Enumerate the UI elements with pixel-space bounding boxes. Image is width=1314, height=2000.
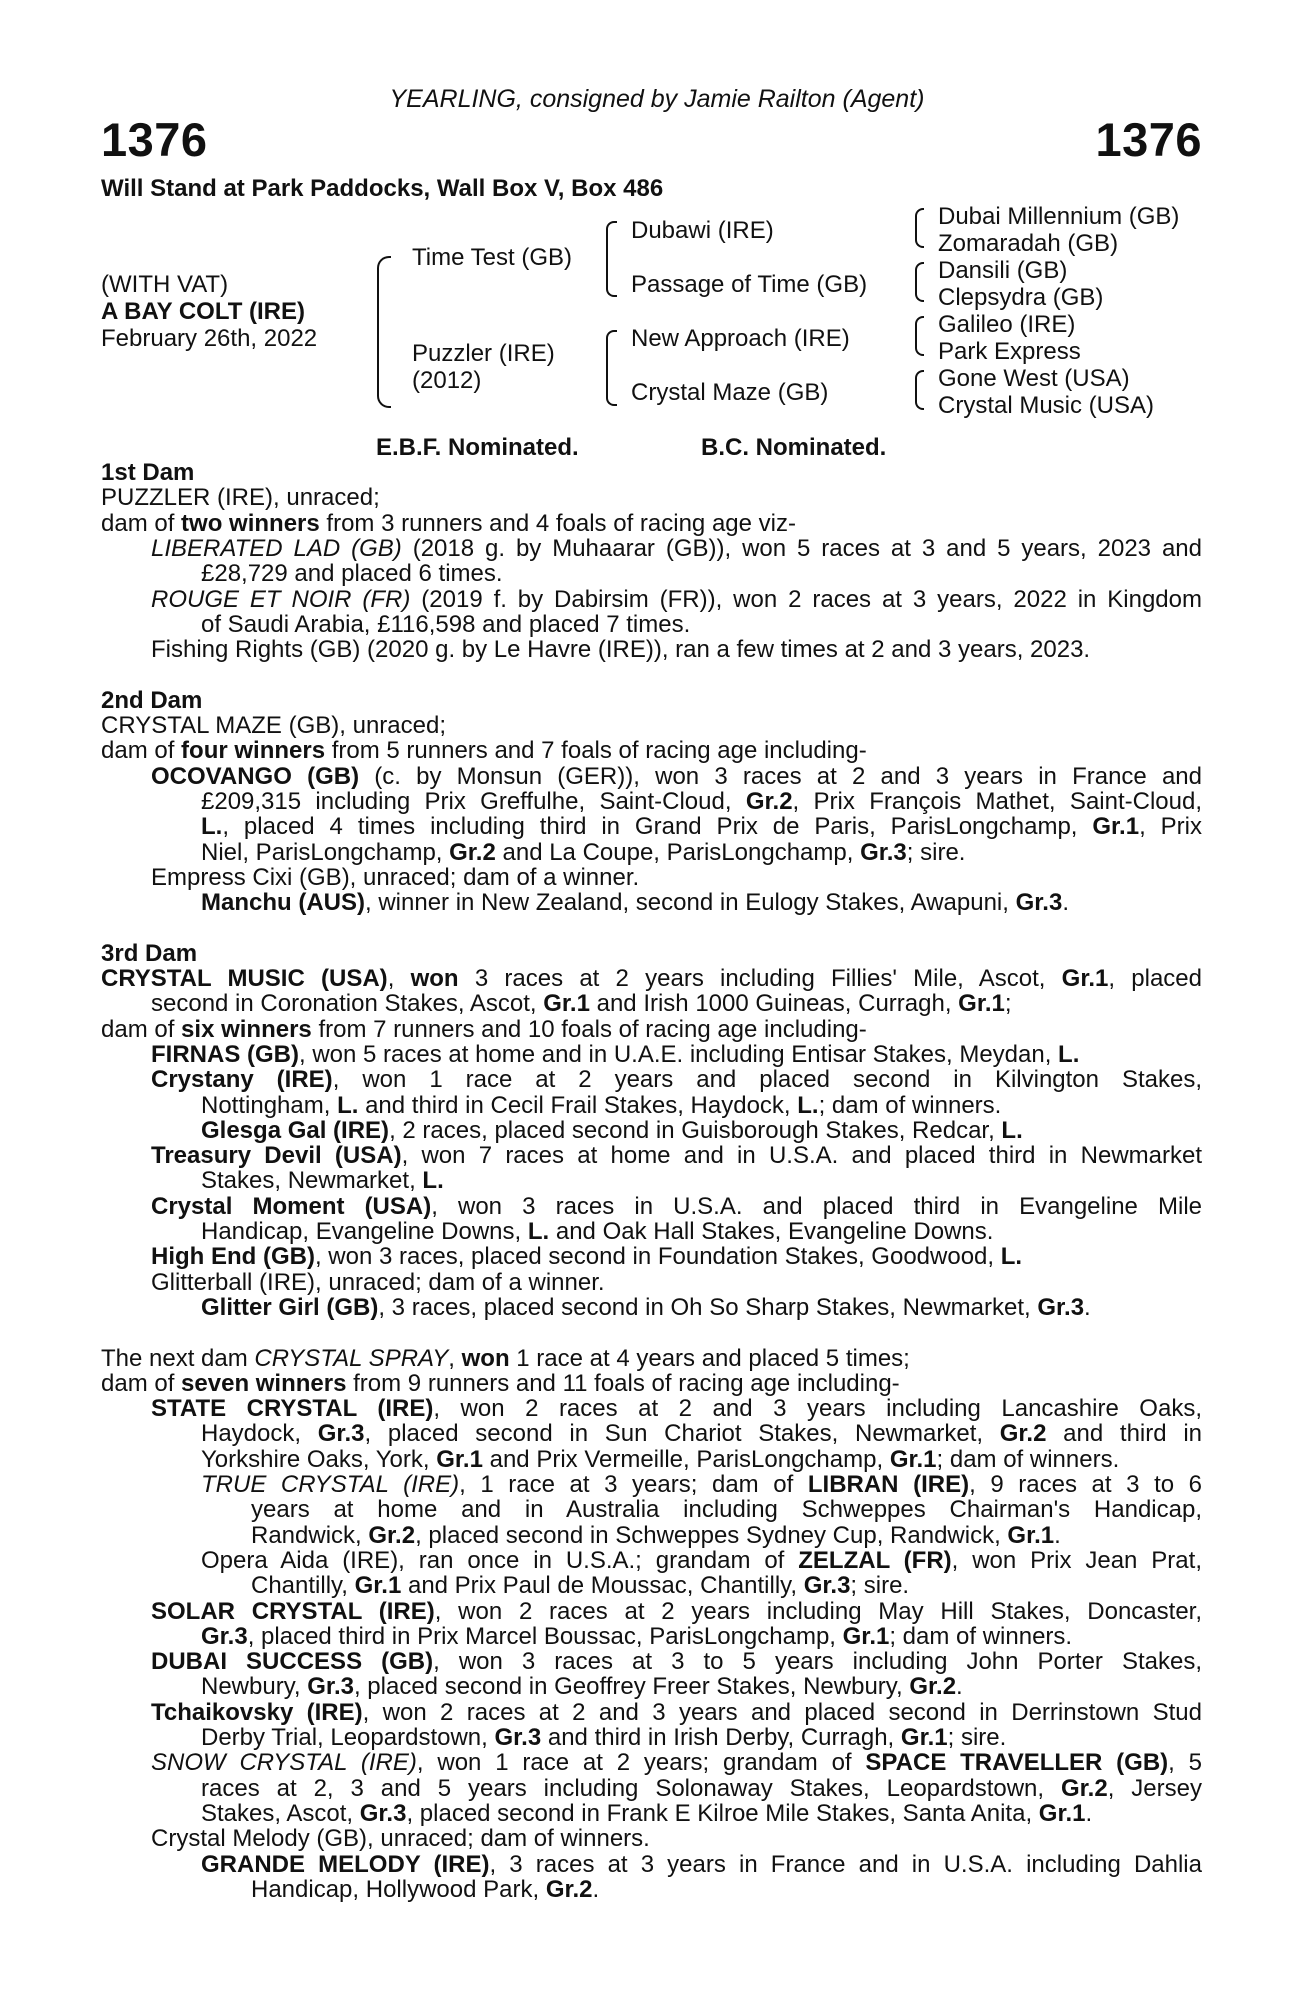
text-line	[151, 1826, 650, 1852]
ggp-3: Dansili (GB)	[938, 257, 1068, 284]
text-run: four winners	[181, 737, 326, 765]
text-run: 3 races at 2 years including Fillies' Mile, Ascot,	[458, 965, 1062, 992]
text-run: STATE CRYSTAL (IRE)	[151, 1395, 434, 1423]
text-line	[151, 1396, 1202, 1422]
text-line	[151, 1067, 1202, 1093]
text-run: Gr.1	[900, 1724, 948, 1751]
pedigree-brace-2b	[606, 330, 617, 406]
text-run: , won 2 races at 2 and 3 years including Lancashire Oaks,	[433, 1395, 1202, 1423]
text-run: L.	[527, 1218, 550, 1245]
text-run: , Prix	[1139, 813, 1202, 841]
text-run: Gr.1	[1061, 965, 1109, 992]
consignment-line: YEARLING, consigned by Jamie Railton (Agent)	[389, 85, 925, 113]
text-line	[201, 1852, 1202, 1878]
text-run: , won 2 races at 2 years including May Hill Stakes, Doncaster,	[434, 1597, 1202, 1625]
text-line	[201, 789, 1202, 815]
text-run: Gr.2	[449, 838, 496, 866]
lot-number-left: 1376	[101, 113, 208, 166]
text-run: PUZZLER (IRE), unraced;	[101, 484, 380, 512]
pedigree-brace-3a	[915, 208, 924, 248]
text-run: Gr.3	[359, 1799, 407, 1827]
text-run: L.	[422, 1167, 444, 1195]
text-run: Tchaikovsky (IRE)	[151, 1698, 363, 1726]
text-line	[101, 1371, 900, 1397]
text-run: Glitterball (IRE), unraced; dam of a winner.	[151, 1268, 605, 1296]
text-run: Gr.2	[545, 1875, 593, 1903]
text-run: Crystany (IRE)	[151, 1066, 333, 1094]
text-line	[151, 991, 1012, 1017]
text-run: L.	[1001, 1116, 1023, 1144]
text-run: Gr.3	[494, 1724, 542, 1751]
text-line	[151, 1750, 1202, 1776]
text-line	[151, 587, 1202, 613]
text-run: Yorkshire Oaks, York,	[201, 1445, 437, 1473]
bc-nominated: B.C. Nominated.	[701, 434, 887, 461]
text-run: Empress Cixi (GB), unraced; dam of a winner.	[151, 863, 640, 891]
text-run: won	[461, 1344, 510, 1372]
text-run: and Irish 1000 Guineas, Curragh,	[589, 990, 959, 1018]
text-run: .	[1085, 1799, 1093, 1827]
text-run: Stakes, Newmarket,	[201, 1167, 423, 1195]
pedigree-brace-3c	[915, 316, 924, 356]
text-run: Gr.2	[999, 1420, 1047, 1448]
text-run: ZELZAL (FR)	[798, 1546, 952, 1574]
vat-note: (WITH VAT)	[101, 271, 229, 298]
text-run: dam of	[101, 509, 182, 537]
text-run: won	[410, 965, 459, 992]
text-run: Gr.1	[436, 1445, 483, 1473]
text-run: The next dam	[101, 1344, 255, 1372]
text-line	[151, 1599, 1202, 1625]
text-run: LIBRAN (IRE)	[807, 1471, 970, 1498]
text-run: ; sire.	[850, 1572, 910, 1600]
text-run: .	[1054, 1521, 1061, 1549]
text-run: 3rd Dam	[101, 939, 198, 967]
foaling-date: February 26th, 2022	[101, 325, 318, 352]
text-line	[201, 1168, 444, 1194]
dam-dam: Crystal Maze (GB)	[631, 379, 829, 406]
text-run: L.	[1000, 1243, 1023, 1271]
text-run: Manchu (AUS)	[201, 889, 365, 917]
text-line	[151, 536, 1202, 562]
text-line	[201, 1093, 1001, 1119]
horse-name: A BAY COLT (IRE)	[101, 298, 306, 325]
text-run: , 9 races at 3 to 6	[969, 1471, 1203, 1498]
text-run: ; dam of winners.	[818, 1091, 1002, 1119]
text-run: Haydock,	[201, 1420, 318, 1448]
text-line	[201, 1801, 1092, 1827]
text-run: SPACE TRAVELLER (GB)	[865, 1749, 1169, 1777]
text-run: Fishing Rights (GB) (2020 g. by Le Havre (IRE)), ran a few times at 2 and 3 years, 2023.	[151, 636, 1091, 664]
text-line	[151, 865, 639, 891]
text-run: Chantilly,	[251, 1572, 355, 1600]
text-run: dam of	[101, 1369, 182, 1397]
ebf-nominated: E.B.F. Nominated.	[376, 434, 579, 461]
text-run: (2018 g. by Muhaarar (GB)), won 5 races at 3 and 5 years, 2023 and	[401, 534, 1202, 562]
text-line	[151, 1244, 1022, 1270]
text-run: .	[1084, 1293, 1091, 1321]
text-run: .	[1062, 889, 1069, 917]
text-run: Gr.3	[201, 1622, 248, 1650]
text-run: Gr.2	[745, 787, 793, 815]
text-line	[101, 713, 446, 739]
text-line	[201, 612, 690, 638]
text-line	[201, 561, 503, 587]
text-run: Gr.3	[1015, 889, 1063, 917]
text-run: , 3 races at 3 years in France and in U.S.A. including Dahlia	[489, 1850, 1202, 1878]
text-run: , won 2 races at 2 and 3 years and placed second in Derrinstown Stud	[362, 1698, 1202, 1726]
text-run: .	[956, 1673, 963, 1701]
sire-sire: Dubawi (IRE)	[631, 217, 774, 244]
text-line	[101, 511, 796, 537]
text-run: Handicap, Hollywood Park,	[251, 1875, 546, 1903]
text-run: and third in Cecil Frail Stakes, Haydock,	[358, 1091, 798, 1119]
ggp-4: Clepsydra (GB)	[938, 284, 1104, 311]
sire-name: Time Test (GB)	[412, 244, 573, 271]
text-line	[201, 1295, 1091, 1321]
text-run: dam of	[101, 1015, 182, 1043]
lot-number-right: 1376	[1095, 113, 1202, 166]
pedigree-brace-1	[377, 256, 391, 408]
text-line	[201, 1725, 1006, 1751]
text-run: High End (GB)	[151, 1243, 315, 1271]
text-line	[251, 1523, 1061, 1549]
text-run: Handicap, Evangeline Downs,	[201, 1218, 528, 1245]
text-line	[151, 1270, 605, 1296]
text-run: , placed 4 times including third in Grand Prix de Paris, ParisLongchamp,	[222, 813, 1093, 841]
text-run: races at 2, 3 and 5 years including Solonaway Stakes, Leopardstown,	[201, 1774, 1061, 1802]
text-line	[151, 1143, 1202, 1169]
text-run: Gr.1	[1092, 813, 1140, 841]
text-run: GRANDE MELODY (IRE)	[201, 1850, 490, 1878]
text-run: DUBAI SUCCESS (GB)	[151, 1648, 434, 1676]
text-run: Randwick,	[251, 1521, 369, 1549]
text-run: Gr.3	[307, 1673, 354, 1701]
text-run: Gr.3	[803, 1572, 851, 1600]
text-line	[101, 688, 202, 714]
text-run: two winners	[181, 509, 320, 537]
text-line	[101, 941, 197, 967]
text-run: ;	[1004, 990, 1012, 1018]
text-run: Stakes, Ascot,	[201, 1799, 360, 1827]
pedigree-brace-3d	[915, 370, 924, 410]
text-run: L.	[201, 813, 223, 841]
text-run: Opera Aida (IRE), ran once in U.S.A.; grandam of	[201, 1546, 799, 1574]
text-run: Crystal Moment (USA)	[151, 1192, 432, 1220]
text-run: , 3 races, placed second in Oh So Sharp Stakes, Newmarket,	[378, 1293, 1038, 1321]
text-run: years at home and in Australia including Schweppes Chairman's Handicap,	[251, 1496, 1202, 1524]
text-run: Gr.3	[317, 1420, 365, 1448]
text-run: CRYSTAL MAZE (GB), unraced;	[101, 712, 446, 739]
text-line	[151, 1700, 1202, 1726]
text-run: and Oak Hall Stakes, Evangeline Downs.	[549, 1218, 994, 1245]
text-run: Gr.1	[958, 990, 1005, 1018]
text-run: ; sire.	[947, 1724, 1007, 1751]
text-run: ; dam of winners.	[889, 1622, 1073, 1650]
ggp-1: Dubai Millennium (GB)	[938, 203, 1180, 230]
text-run: Crystal Melody (GB), unraced; dam of winners.	[151, 1825, 650, 1853]
text-line	[201, 890, 1069, 916]
text-run: £209,315 including Prix Greffulhe, Saint-Cloud,	[201, 787, 746, 815]
text-line	[151, 764, 1202, 790]
text-line	[251, 1877, 599, 1903]
text-run: , Jersey	[1107, 1774, 1202, 1802]
text-line	[151, 1042, 1079, 1068]
text-line	[101, 738, 867, 764]
text-line	[201, 1548, 1202, 1574]
text-line	[101, 1017, 867, 1043]
text-run: Gr.1	[842, 1622, 890, 1650]
text-run: Treasury Devil (USA)	[151, 1142, 402, 1170]
text-run: , won 5 races at home and in U.A.E. including Entisar Stakes, Meydan,	[298, 1040, 1059, 1068]
text-run: Gr.1	[1038, 1799, 1086, 1827]
ggp-2: Zomaradah (GB)	[938, 230, 1119, 257]
stand-location: Will Stand at Park Paddocks, Wall Box V, Box 486	[101, 175, 664, 202]
text-line	[101, 966, 1202, 992]
ggp-5: Galileo (IRE)	[938, 311, 1076, 338]
text-run: ,	[387, 965, 411, 992]
text-run: , placed	[1108, 965, 1202, 992]
dam-sire: New Approach (IRE)	[631, 325, 850, 352]
text-run: and third in Irish Derby, Curragh,	[541, 1724, 901, 1751]
text-run: and Prix Paul de Moussac, Chantilly,	[401, 1572, 804, 1600]
text-run: FIRNAS (GB)	[151, 1040, 299, 1068]
text-run: ; sire.	[906, 838, 966, 866]
text-run: , won 7 races at home and in U.S.A. and placed third in Newmarket	[401, 1142, 1203, 1170]
text-run: , won 3 races in U.S.A. and placed third in Evangeline Mile	[431, 1192, 1202, 1220]
text-run: from 9 runners and 11 foals of racing age including-	[346, 1369, 900, 1397]
dam-year: (2012)	[412, 367, 482, 394]
text-line	[201, 840, 965, 866]
text-line	[201, 1421, 1202, 1447]
text-run: OCOVANGO (GB)	[151, 762, 360, 790]
text-run: Gr.1	[1007, 1521, 1055, 1549]
text-run: Niel, ParisLongchamp,	[201, 838, 450, 866]
text-line	[201, 1776, 1202, 1802]
text-run: Newbury,	[201, 1673, 308, 1701]
text-run: seven winners	[181, 1369, 347, 1397]
text-run: dam of	[101, 737, 182, 765]
text-run: L.	[337, 1091, 359, 1119]
pedigree-brace-3b	[915, 262, 924, 302]
text-line	[201, 1624, 1072, 1650]
text-run: from 3 runners and 4 foals of racing age viz-	[319, 509, 796, 537]
text-run: , Prix François Mathet, Saint-Cloud,	[792, 787, 1203, 815]
text-run: Gr.2	[909, 1673, 957, 1701]
text-line	[251, 1497, 1202, 1523]
text-run: and La Coupe, ParisLongchamp,	[495, 838, 861, 866]
text-line	[101, 460, 194, 486]
text-run: and Prix Vermeille, ParisLongchamp,	[482, 1445, 890, 1473]
text-run: CRYSTAL MUSIC (USA)	[101, 965, 388, 992]
text-run: Gr.1	[354, 1572, 402, 1600]
text-run: six winners	[181, 1015, 312, 1043]
ggp-7: Gone West (USA)	[938, 365, 1130, 392]
dam-name: Puzzler (IRE)	[412, 340, 555, 367]
text-run: from 5 runners and 7 foals of racing age including-	[325, 737, 867, 765]
text-run: SOLAR CRYSTAL (IRE)	[151, 1597, 435, 1625]
text-line	[151, 1194, 1202, 1220]
text-run: from 7 runners and 10 foals of racing age including-	[311, 1015, 867, 1043]
text-run: CRYSTAL SPRAY	[254, 1344, 449, 1372]
pedigree-brace-2a	[606, 221, 617, 297]
text-run: , won 3 races at 3 to 5 years including John Porter Stakes,	[433, 1648, 1202, 1676]
text-run: , won Prix Jean Prat,	[951, 1546, 1202, 1574]
ggp-6: Park Express	[938, 338, 1081, 365]
text-run: Gr.3	[860, 838, 907, 866]
text-run: , 1 race at 3 years; dam of	[459, 1471, 808, 1498]
text-line	[201, 1118, 1023, 1144]
text-run: , won 1 race at 2 years and placed second in Kilvington Stakes,	[332, 1066, 1203, 1094]
text-run: , won 3 races, placed second in Foundation Stakes, Goodwood,	[314, 1243, 1001, 1271]
text-line	[151, 1649, 1202, 1675]
sire-dam: Passage of Time (GB)	[631, 271, 868, 298]
text-run: L.	[797, 1091, 819, 1119]
text-run: ,	[448, 1344, 462, 1372]
text-run: Glitter Girl (GB)	[201, 1293, 379, 1321]
text-run: 2nd Dam	[101, 686, 203, 714]
text-line	[251, 1573, 909, 1599]
text-line	[101, 1346, 910, 1372]
text-run: Nottingham,	[201, 1091, 338, 1119]
text-run: , winner in New Zealand, second in Eulogy Stakes, Awapuni,	[365, 889, 1016, 917]
text-run: , 5	[1168, 1749, 1203, 1777]
text-run: ROUGE ET NOIR (FR)	[151, 585, 411, 613]
ggp-8: Crystal Music (USA)	[938, 392, 1155, 419]
text-line	[201, 814, 1202, 840]
text-run: second in Coronation Stakes, Ascot,	[151, 990, 544, 1018]
text-run: and third in	[1046, 1420, 1202, 1448]
text-run: Derby Trial, Leopardstown,	[201, 1724, 495, 1751]
text-run: , placed second in Geoffrey Freer Stakes, Newbury,	[353, 1673, 910, 1701]
text-run: (c. by Monsun (GER)), won 3 races at 2 and 3 years in France and	[359, 762, 1203, 790]
text-run: Gr.2	[368, 1521, 416, 1549]
text-line	[201, 1472, 1202, 1498]
text-run: (2019 f. by Dabirsim (FR)), won 2 races at 3 years, 2022 in Kingdom	[410, 585, 1202, 613]
text-run: SNOW CRYSTAL (IRE)	[151, 1749, 417, 1777]
text-run: L.	[1058, 1040, 1080, 1068]
text-line	[201, 1447, 1119, 1473]
text-run: .	[592, 1875, 600, 1903]
text-run: of Saudi Arabia, £116,598 and placed 7 times.	[201, 610, 691, 638]
text-line	[151, 637, 1090, 663]
text-run: Gr.3	[1037, 1293, 1085, 1321]
text-run: , placed second in Frank E Kilroe Mile Stakes, Santa Anita,	[406, 1799, 1039, 1827]
text-line	[201, 1219, 993, 1245]
text-run: ; dam of winners.	[936, 1445, 1120, 1473]
text-line	[201, 1674, 963, 1700]
text-run: 1 race at 4 years and placed 5 times;	[509, 1344, 910, 1372]
text-run: , placed third in Prix Marcel Boussac, ParisLongchamp,	[247, 1622, 843, 1650]
text-run: LIBERATED LAD (GB)	[151, 534, 402, 562]
text-line	[101, 485, 380, 511]
text-run: Gr.1	[543, 990, 590, 1018]
text-run: , placed second in Sun Chariot Stakes, Newmarket,	[364, 1420, 1000, 1448]
text-run: , placed second in Schweppes Sydney Cup, Randwick,	[415, 1521, 1008, 1549]
text-run: 1st Dam	[101, 459, 195, 486]
text-run: Gr.2	[1061, 1774, 1108, 1802]
text-run: Gr.1	[889, 1445, 937, 1473]
text-run: Glesga Gal (IRE)	[201, 1116, 390, 1144]
text-run: TRUE CRYSTAL (IRE)	[201, 1471, 460, 1498]
text-run: , won 1 race at 2 years; grandam of	[416, 1749, 866, 1777]
text-run: , 2 races, placed second in Guisborough Stakes, Redcar,	[389, 1116, 1002, 1144]
text-run: £28,729 and placed 6 times.	[201, 560, 503, 588]
